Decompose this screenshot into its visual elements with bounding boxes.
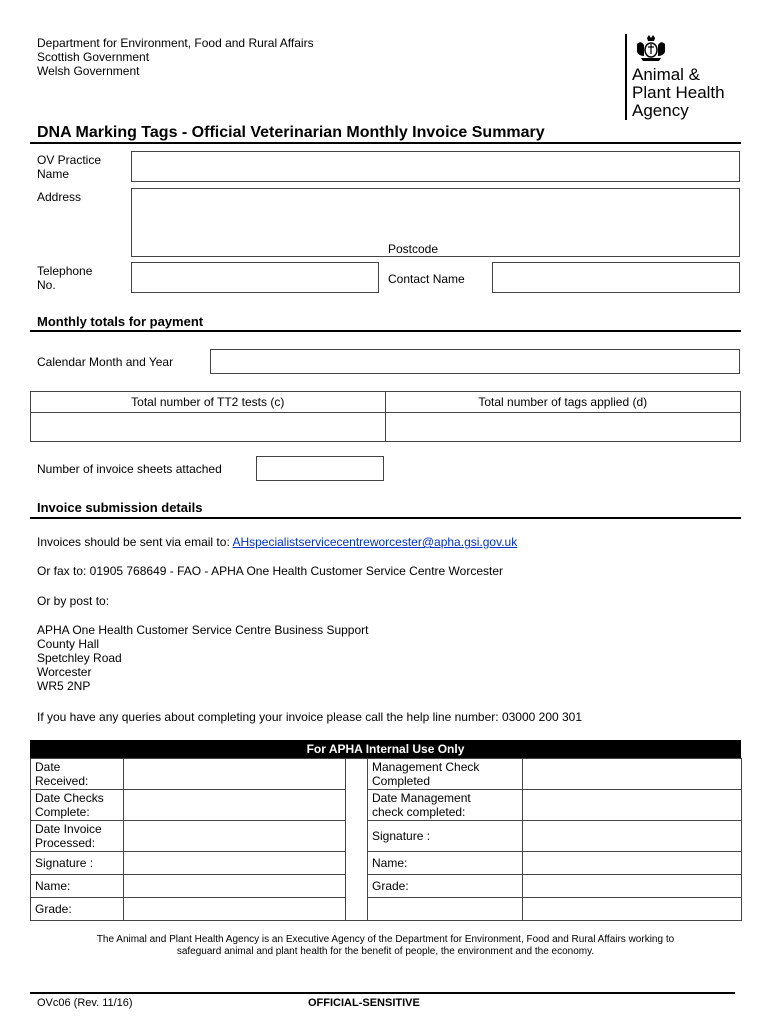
internal-spacer xyxy=(346,759,368,921)
royal-crest-icon xyxy=(633,34,669,62)
telephone-label-line-1: Telephone xyxy=(37,264,93,278)
submission-rule xyxy=(30,517,741,519)
right-empty-field xyxy=(523,898,742,921)
tt2-tests-header: Total number of TT2 tests (c) xyxy=(31,392,386,413)
invoice-sheets-label: Number of invoice sheets attached xyxy=(37,462,222,476)
mgmt-date-label: Date Management check completed: xyxy=(368,790,523,821)
classification-label: OFFICIAL-SENSITIVE xyxy=(308,997,420,1009)
left-signature-field[interactable] xyxy=(124,852,346,875)
right-name-field[interactable] xyxy=(523,852,742,875)
date-received-field[interactable] xyxy=(124,759,346,790)
contact-name-field[interactable] xyxy=(492,262,740,293)
date-processed-label: Date Invoice Processed: xyxy=(31,821,124,852)
agency-note xyxy=(30,934,741,958)
telephone-field[interactable] xyxy=(131,262,379,293)
internal-use-table xyxy=(30,758,742,921)
invoice-sheets-field[interactable] xyxy=(256,456,384,481)
form-reference: OVc06 (Rev. 11/16) xyxy=(37,997,133,1009)
tags-applied-header: Total number of tags applied (d) xyxy=(385,392,741,413)
footer-rule xyxy=(30,992,735,994)
left-grade-field[interactable] xyxy=(124,898,346,921)
address-line: County Hall xyxy=(37,637,100,651)
mgmt-date-field[interactable] xyxy=(523,790,742,821)
right-signature-label: Signature : xyxy=(368,821,523,852)
email-prefix: Invoices should be sent via email to: xyxy=(37,535,233,549)
tt2-tests-field[interactable] xyxy=(31,413,386,442)
agency-note-line-1: The Animal and Plant Health Agency is an Executive Agency of the Department for Environment, Food and Rural Affairs working to xyxy=(96,934,675,945)
date-checks-label: Date Checks Complete: xyxy=(31,790,124,821)
post-instruction: Or by post to: xyxy=(37,594,110,608)
logo-line-3: Agency xyxy=(632,101,689,120)
postcode-label: Postcode xyxy=(388,242,439,256)
practice-name-label-line-1: OV Practice xyxy=(37,153,102,167)
left-name-label: Name: xyxy=(31,875,124,898)
logo-line-2: Plant Health xyxy=(632,83,725,102)
address-label: Address xyxy=(37,190,82,204)
logo-line-1: Animal & xyxy=(632,65,701,84)
right-grade-label: Grade: xyxy=(368,875,523,898)
org-line-scottish-gov: Scottish Government xyxy=(37,50,150,64)
agency-note-line-2: safeguard animal and plant health for the benefit of people, the environment and the economy. xyxy=(176,946,595,957)
left-signature-label: Signature : xyxy=(31,852,124,875)
org-line-welsh-gov: Welsh Government xyxy=(37,64,140,78)
date-received-label: Date Received: xyxy=(31,759,124,790)
fax-instruction: Or fax to: 01905 768649 - FAO - APHA One Health Customer Service Centre Worcester xyxy=(37,564,503,578)
telephone-label xyxy=(37,264,92,292)
practice-name-label xyxy=(37,153,101,181)
tags-applied-field[interactable] xyxy=(385,413,741,442)
monthly-totals-heading: Monthly totals for payment xyxy=(37,314,204,329)
email-instruction xyxy=(37,535,517,549)
address-line: APHA One Health Customer Service Centre Business Support xyxy=(37,623,369,637)
right-name-label: Name: xyxy=(368,852,523,875)
calendar-month-label: Calendar Month and Year xyxy=(37,355,174,369)
address-line: Worcester xyxy=(37,665,92,679)
right-empty-cell xyxy=(368,898,523,921)
left-name-field[interactable] xyxy=(124,875,346,898)
address-line: Spetchley Road xyxy=(37,651,122,665)
right-signature-field[interactable] xyxy=(523,821,742,852)
calendar-month-field[interactable] xyxy=(210,349,740,374)
email-link[interactable]: AHspecialistservicecentreworcester@apha.gsi.gov.uk xyxy=(232,535,518,549)
mgmt-check-field[interactable] xyxy=(523,759,742,790)
right-grade-field[interactable] xyxy=(523,875,742,898)
practice-name-field[interactable] xyxy=(131,151,740,182)
internal-use-header: For APHA Internal Use Only xyxy=(30,740,741,758)
logo-wordmark xyxy=(632,66,725,120)
contact-name-label: Contact Name xyxy=(388,272,465,286)
mgmt-check-label: Management Check Completed xyxy=(368,759,523,790)
logo-rule xyxy=(625,34,627,120)
left-grade-label: Grade: xyxy=(31,898,124,921)
totals-table xyxy=(30,391,741,442)
practice-name-label-line-2: Name xyxy=(37,167,70,181)
monthly-totals-rule xyxy=(30,330,741,332)
postal-address xyxy=(37,623,369,693)
address-line: WR5 2NP xyxy=(37,679,91,693)
date-checks-field[interactable] xyxy=(124,790,346,821)
date-processed-field[interactable] xyxy=(124,821,346,852)
page-title: DNA Marking Tags - Official Veterinarian Monthly Invoice Summary xyxy=(37,124,545,141)
submission-heading: Invoice submission details xyxy=(37,500,203,515)
helpline-text: If you have any queries about completing your invoice please call the help line number: 03000 200 301 xyxy=(37,710,583,724)
title-rule xyxy=(30,142,741,144)
telephone-label-line-2: No. xyxy=(37,278,56,292)
org-line-defra: Department for Environment, Food and Rural Affairs xyxy=(37,36,314,50)
